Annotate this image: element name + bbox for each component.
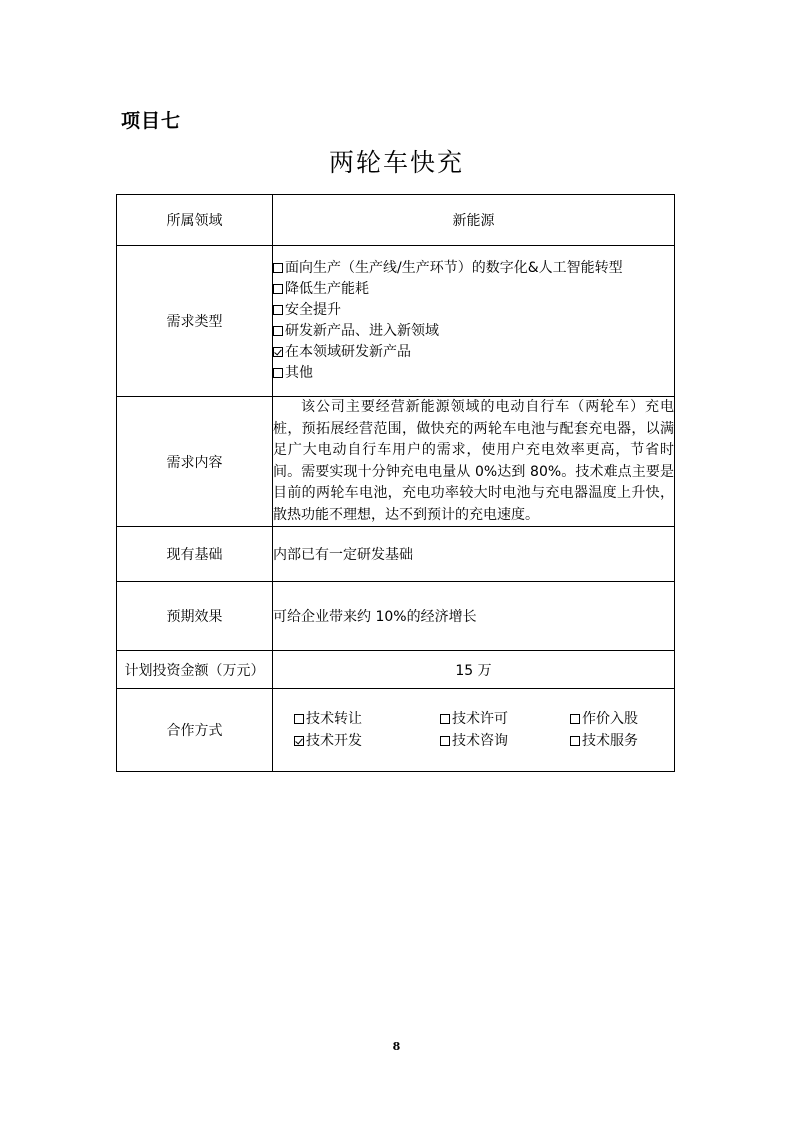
- demand-option[interactable]: [273, 300, 674, 321]
- checkbox-icon[interactable]: [570, 736, 580, 746]
- demand-option-label: 安全提升: [285, 302, 341, 318]
- checkbox-icon[interactable]: [570, 714, 580, 724]
- planned-investment-label: 计划投资金额（万元）: [117, 651, 273, 689]
- field-label: 所属领域: [117, 195, 273, 246]
- demand-option[interactable]: [273, 279, 674, 300]
- project-form-table: [116, 194, 675, 772]
- row-expected-effect: [117, 582, 675, 651]
- demand-option[interactable]: [273, 321, 674, 342]
- row-cooperation: [117, 689, 675, 772]
- field-value: 新能源: [273, 195, 675, 246]
- cooperation-options: [273, 689, 675, 772]
- cooperation-option-label: 技术转让: [306, 710, 362, 727]
- demand-option-label: 其他: [285, 365, 313, 381]
- checked-checkbox-icon[interactable]: [294, 736, 304, 746]
- demand-type-options: [273, 246, 675, 397]
- cooperation-option-label: 技术开发: [306, 732, 362, 749]
- demand-option-label: 研发新产品、进入新领域: [285, 323, 439, 339]
- row-existing-basis: [117, 527, 675, 582]
- cooperation-option-label: 技术许可: [452, 710, 508, 727]
- checkbox-icon[interactable]: [273, 326, 283, 336]
- row-planned-investment: [117, 651, 675, 689]
- cooperation-option[interactable]: [440, 709, 570, 730]
- cooperation-option-label: 技术服务: [582, 732, 638, 749]
- checkbox-icon[interactable]: [440, 736, 450, 746]
- cooperation-option[interactable]: [294, 709, 440, 730]
- checkbox-icon[interactable]: [273, 263, 283, 273]
- cooperation-label: 合作方式: [117, 689, 273, 772]
- checkbox-icon[interactable]: [273, 284, 283, 294]
- existing-basis-text: 内部已有一定研发基础: [273, 527, 675, 582]
- demand-option[interactable]: [273, 363, 674, 384]
- cooperation-option-label: 作价入股: [582, 710, 638, 727]
- cooperation-option[interactable]: [440, 731, 570, 752]
- demand-option-label: 降低生产能耗: [285, 281, 369, 297]
- demand-content-cell: [273, 397, 675, 527]
- demand-type-label: 需求类型: [117, 246, 273, 397]
- planned-investment-value: 15 万: [273, 651, 675, 689]
- demand-option-label: 面向生产（生产线/生产环节）的数字化&人工智能转型: [285, 260, 623, 276]
- existing-basis-label: 现有基础: [117, 527, 273, 582]
- cooperation-option-label: 技术咨询: [452, 732, 508, 749]
- expected-effect-text: 可给企业带来约 10%的经济增长: [273, 582, 675, 651]
- checkbox-icon[interactable]: [273, 305, 283, 315]
- cooperation-option[interactable]: [570, 731, 674, 752]
- demand-option[interactable]: [273, 342, 674, 363]
- expected-effect-label: 预期效果: [117, 582, 273, 651]
- page-number: 8: [392, 1040, 401, 1053]
- demand-option[interactable]: [273, 258, 674, 279]
- row-field: [117, 195, 675, 246]
- section-label: 项目七: [121, 110, 182, 132]
- demand-content-label: 需求内容: [117, 397, 273, 527]
- row-demand-type: [117, 246, 675, 397]
- cooperation-option[interactable]: [570, 709, 674, 730]
- checkbox-icon[interactable]: [273, 368, 283, 378]
- cooperation-option[interactable]: [294, 731, 440, 752]
- checked-checkbox-icon[interactable]: [273, 347, 283, 357]
- demand-option-label: 在本领域研发新产品: [285, 344, 411, 360]
- checkbox-icon[interactable]: [294, 714, 304, 724]
- demand-content-text: 该公司主要经营新能源领域的电动自行车（两轮车）充电桩，预拓展经营范围，做快充的两轮车电池与配套充电器，以满足广大电动自行车用户的需求，使用户充电效率更高，节省时间。需要实现十分钟充电电量从 0%达到 80%。技术难点主要是目前的两轮车电池，充电功率较大时电池与充电器温度上升快，散热功能不理想，达不到预计的充电速度。: [273, 399, 674, 523]
- row-demand-content: [117, 397, 675, 527]
- checkbox-icon[interactable]: [440, 714, 450, 724]
- document-title: 两轮车快充: [328, 148, 464, 177]
